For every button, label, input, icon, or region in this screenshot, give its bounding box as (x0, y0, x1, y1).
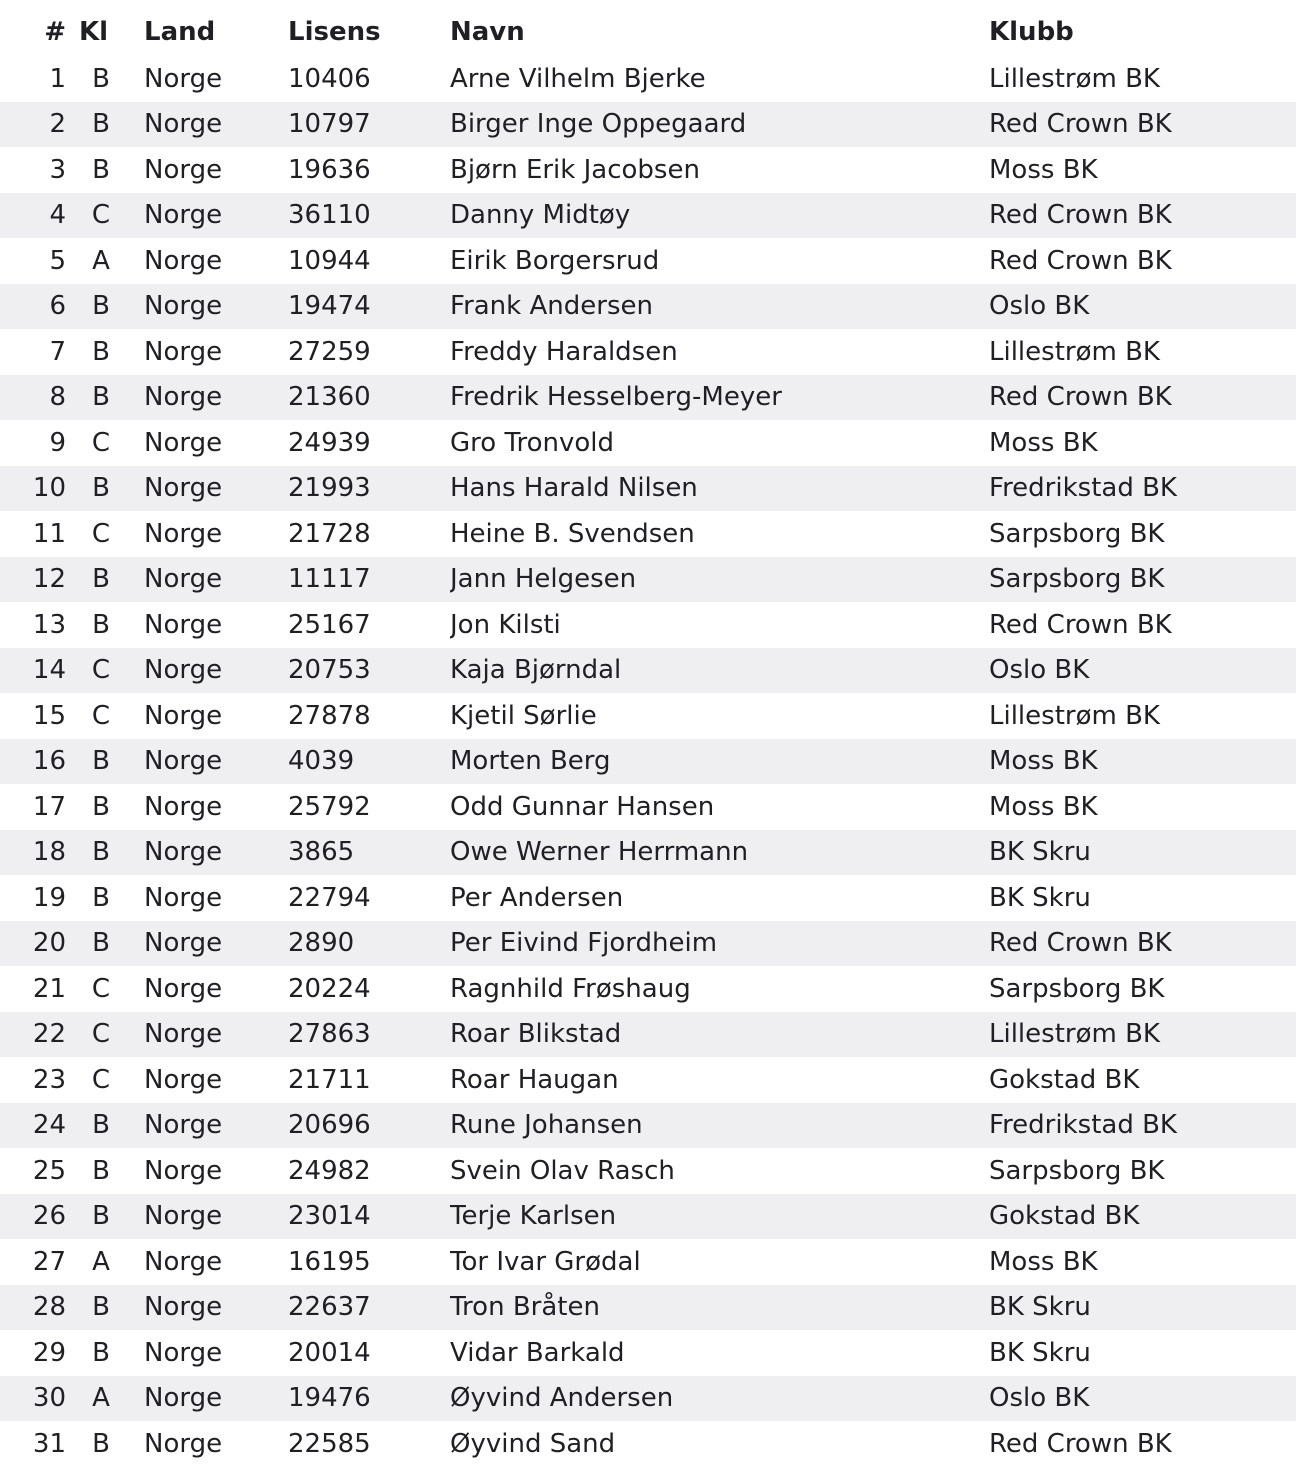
cell-kl: C (91, 200, 111, 231)
cell-kl: B (92, 1292, 110, 1323)
cell-kl: C (91, 655, 111, 686)
cell-klubb: Oslo BK (989, 291, 1090, 322)
cell-lisens: 21993 (288, 473, 371, 504)
cell-klubb: Red Crown BK (989, 609, 1172, 640)
cell-lisens: 3865 (288, 837, 355, 868)
cell-lisens: 20224 (288, 973, 371, 1004)
cell-kl: B (92, 609, 110, 640)
cell-lisens: 21360 (288, 382, 371, 413)
cell-land: Norge (144, 928, 223, 959)
header-row (0, 0, 1296, 56)
cell-num: 12 (32, 564, 66, 595)
cell-land: Norge (144, 1155, 223, 1186)
cell-navn: Danny Midtøy (450, 200, 631, 231)
table-row[interactable] (0, 56, 1296, 102)
cell-num: 15 (32, 700, 66, 731)
cell-lisens: 20696 (288, 1110, 371, 1141)
cell-navn: Øyvind Andersen (450, 1383, 674, 1414)
cell-klubb: Sarpsborg BK (989, 564, 1165, 595)
cell-kl: B (92, 564, 110, 595)
cell-klubb: Moss BK (989, 154, 1098, 185)
cell-klubb: Gokstad BK (989, 1064, 1140, 1095)
table-row[interactable] (0, 966, 1296, 1012)
header-kl[interactable]: Kl (79, 17, 109, 47)
cell-kl: B (92, 882, 110, 913)
cell-land: Norge (144, 154, 223, 185)
cell-klubb: Red Crown BK (989, 1428, 1172, 1459)
table-row[interactable] (0, 1103, 1296, 1149)
cell-land: Norge (144, 382, 223, 413)
cell-navn: Odd Gunnar Hansen (450, 791, 715, 822)
cell-navn: Rune Johansen (450, 1110, 643, 1141)
cell-lisens: 19474 (288, 291, 371, 322)
cell-navn: Kjetil Sørlie (450, 700, 597, 731)
cell-lisens: 20753 (288, 655, 371, 686)
cell-land: Norge (144, 336, 223, 367)
cell-lisens: 27863 (288, 1019, 371, 1050)
cell-klubb: Red Crown BK (989, 245, 1172, 276)
cell-lisens: 22794 (288, 882, 371, 913)
cell-lisens: 27259 (288, 336, 371, 367)
cell-navn: Øyvind Sand (450, 1428, 616, 1459)
cell-num: 31 (32, 1428, 66, 1459)
cell-navn: Heine B. Svendsen (450, 518, 695, 549)
cell-land: Norge (144, 200, 223, 231)
cell-num: 13 (32, 609, 66, 640)
cell-num: 9 (49, 427, 66, 458)
cell-num: 30 (32, 1383, 66, 1414)
cell-klubb: Moss BK (989, 427, 1098, 458)
cell-navn: Freddy Haraldsen (450, 336, 678, 367)
table-row[interactable] (0, 284, 1296, 330)
cell-navn: Morten Berg (450, 746, 611, 777)
cell-navn: Tron Bråten (450, 1292, 600, 1323)
table-row[interactable] (0, 375, 1296, 421)
cell-lisens: 19476 (288, 1383, 371, 1414)
cell-navn: Jon Kilsti (450, 609, 561, 640)
cell-kl: B (92, 154, 110, 185)
table-body (0, 56, 1296, 1467)
cell-num: 29 (32, 1337, 66, 1368)
cell-land: Norge (144, 291, 223, 322)
cell-navn: Tor Ivar Grødal (450, 1246, 641, 1277)
cell-lisens: 36110 (288, 200, 371, 231)
cell-navn: Hans Harald Nilsen (450, 473, 698, 504)
cell-klubb: Red Crown BK (989, 200, 1172, 231)
table-row[interactable] (0, 1148, 1296, 1194)
cell-lisens: 25792 (288, 791, 371, 822)
cell-num: 21 (32, 973, 66, 1004)
cell-num: 19 (32, 882, 66, 913)
cell-klubb: Red Crown BK (989, 382, 1172, 413)
cell-navn: Roar Haugan (450, 1064, 619, 1095)
cell-land: Norge (144, 837, 223, 868)
cell-lisens: 24939 (288, 427, 371, 458)
cell-klubb: Lillestrøm BK (989, 63, 1160, 94)
cell-kl: B (92, 336, 110, 367)
cell-kl: C (91, 973, 111, 1004)
table-row[interactable] (0, 648, 1296, 694)
cell-land: Norge (144, 746, 223, 777)
cell-lisens: 25167 (288, 609, 371, 640)
cell-kl: B (92, 382, 110, 413)
cell-land: Norge (144, 1292, 223, 1323)
header-navn[interactable]: Navn (450, 17, 525, 47)
cell-num: 10 (32, 473, 66, 504)
cell-num: 1 (49, 63, 66, 94)
header-klubb[interactable]: Klubb (989, 17, 1074, 47)
cell-klubb: Sarpsborg BK (989, 518, 1165, 549)
table-row[interactable] (0, 102, 1296, 148)
cell-land: Norge (144, 791, 223, 822)
cell-lisens: 23014 (288, 1201, 371, 1232)
cell-klubb: Lillestrøm BK (989, 1019, 1160, 1050)
cell-navn: Gro Tronvold (450, 427, 615, 458)
cell-klubb: BK Skru (989, 1337, 1091, 1368)
cell-kl: B (92, 1110, 110, 1141)
cell-klubb: Oslo BK (989, 1383, 1090, 1414)
cell-land: Norge (144, 1246, 223, 1277)
cell-navn: Ragnhild Frøshaug (450, 973, 691, 1004)
cell-navn: Owe Werner Herrmann (450, 837, 749, 868)
cell-klubb: Sarpsborg BK (989, 1155, 1165, 1186)
cell-kl: B (92, 109, 110, 140)
cell-lisens: 19636 (288, 154, 371, 185)
cell-num: 6 (49, 291, 66, 322)
cell-klubb: Moss BK (989, 791, 1098, 822)
cell-klubb: BK Skru (989, 882, 1091, 913)
cell-klubb: Fredrikstad BK (989, 1110, 1177, 1141)
cell-klubb: Red Crown BK (989, 109, 1172, 140)
cell-kl: A (92, 1383, 110, 1414)
header-num[interactable]: # (44, 17, 66, 47)
cell-land: Norge (144, 518, 223, 549)
cell-num: 2 (49, 109, 66, 140)
cell-land: Norge (144, 609, 223, 640)
cell-navn: Bjørn Erik Jacobsen (450, 154, 700, 185)
cell-num: 4 (49, 200, 66, 231)
cell-num: 28 (32, 1292, 66, 1323)
table-row[interactable] (0, 329, 1296, 375)
cell-lisens: 22585 (288, 1428, 371, 1459)
cell-kl: B (92, 1201, 110, 1232)
cell-land: Norge (144, 882, 223, 913)
cell-navn: Fredrik Hesselberg-Meyer (450, 382, 782, 413)
table-row[interactable] (0, 511, 1296, 557)
cell-kl: B (92, 791, 110, 822)
cell-num: 18 (32, 837, 66, 868)
cell-navn: Eirik Borgersrud (450, 245, 660, 276)
cell-lisens: 24982 (288, 1155, 371, 1186)
cell-klubb: BK Skru (989, 1292, 1091, 1323)
cell-land: Norge (144, 655, 223, 686)
table-row[interactable] (0, 1421, 1296, 1467)
cell-kl: B (92, 291, 110, 322)
table-row[interactable] (0, 147, 1296, 193)
cell-navn: Roar Blikstad (450, 1019, 622, 1050)
cell-lisens: 21728 (288, 518, 371, 549)
cell-navn: Birger Inge Oppegaard (450, 109, 747, 140)
table-row[interactable] (0, 739, 1296, 785)
header-land[interactable]: Land (144, 17, 216, 47)
cell-land: Norge (144, 1064, 223, 1095)
cell-klubb: Sarpsborg BK (989, 973, 1165, 1004)
table-row[interactable] (0, 1376, 1296, 1422)
table-row[interactable] (0, 875, 1296, 921)
cell-num: 23 (32, 1064, 66, 1095)
cell-klubb: BK Skru (989, 837, 1091, 868)
cell-num: 27 (32, 1246, 66, 1277)
table-row[interactable] (0, 602, 1296, 648)
cell-klubb: Moss BK (989, 746, 1098, 777)
cell-navn: Vidar Barkald (450, 1337, 625, 1368)
cell-kl: C (91, 518, 111, 549)
table-row[interactable] (0, 420, 1296, 466)
header-lisens[interactable]: Lisens (288, 17, 381, 47)
cell-num: 14 (32, 655, 66, 686)
cell-navn: Arne Vilhelm Bjerke (450, 63, 706, 94)
cell-land: Norge (144, 1019, 223, 1050)
cell-klubb: Oslo BK (989, 655, 1090, 686)
table-row[interactable] (0, 1194, 1296, 1240)
cell-land: Norge (144, 1383, 223, 1414)
cell-lisens: 11117 (288, 564, 371, 595)
cell-num: 5 (49, 245, 66, 276)
cell-land: Norge (144, 1337, 223, 1368)
cell-num: 26 (32, 1201, 66, 1232)
cell-klubb: Moss BK (989, 1246, 1098, 1277)
cell-kl: B (92, 63, 110, 94)
cell-num: 16 (32, 746, 66, 777)
cell-navn: Terje Karlsen (450, 1201, 617, 1232)
cell-num: 22 (32, 1019, 66, 1050)
table-row[interactable] (0, 193, 1296, 239)
cell-kl: B (92, 928, 110, 959)
cell-land: Norge (144, 1428, 223, 1459)
cell-kl: B (92, 473, 110, 504)
cell-kl: B (92, 1337, 110, 1368)
cell-land: Norge (144, 1110, 223, 1141)
cell-klubb: Lillestrøm BK (989, 700, 1160, 731)
table-row[interactable] (0, 921, 1296, 967)
cell-lisens: 4039 (288, 746, 355, 777)
cell-num: 8 (49, 382, 66, 413)
cell-kl: C (91, 1019, 111, 1050)
cell-lisens: 10797 (288, 109, 371, 140)
cell-navn: Svein Olav Rasch (450, 1155, 675, 1186)
table-row[interactable] (0, 1057, 1296, 1103)
cell-num: 3 (49, 154, 66, 185)
cell-navn: Frank Andersen (450, 291, 653, 322)
cell-kl: A (92, 245, 110, 276)
table-row[interactable] (0, 1239, 1296, 1285)
cell-land: Norge (144, 109, 223, 140)
cell-land: Norge (144, 63, 223, 94)
table-row[interactable] (0, 693, 1296, 739)
table-row[interactable] (0, 1330, 1296, 1376)
cell-lisens: 16195 (288, 1246, 371, 1277)
cell-kl: B (92, 746, 110, 777)
table-row[interactable] (0, 238, 1296, 284)
cell-land: Norge (144, 245, 223, 276)
cell-lisens: 2890 (288, 928, 355, 959)
cell-kl: C (91, 1064, 111, 1095)
cell-lisens: 10944 (288, 245, 371, 276)
table-row[interactable] (0, 830, 1296, 876)
cell-lisens: 20014 (288, 1337, 371, 1368)
cell-navn: Jann Helgesen (450, 564, 637, 595)
cell-klubb: Gokstad BK (989, 1201, 1140, 1232)
cell-navn: Kaja Bjørndal (450, 655, 622, 686)
cell-navn: Per Eivind Fjordheim (450, 928, 718, 959)
cell-num: 17 (32, 791, 66, 822)
cell-kl: B (92, 1428, 110, 1459)
cell-kl: C (91, 700, 111, 731)
cell-land: Norge (144, 473, 223, 504)
cell-klubb: Fredrikstad BK (989, 473, 1177, 504)
cell-lisens: 21711 (288, 1064, 371, 1095)
table-row[interactable] (0, 1012, 1296, 1058)
cell-land: Norge (144, 564, 223, 595)
cell-num: 20 (32, 928, 66, 959)
cell-klubb: Red Crown BK (989, 928, 1172, 959)
cell-navn: Per Andersen (450, 882, 624, 913)
cell-num: 7 (49, 336, 66, 367)
cell-num: 24 (32, 1110, 66, 1141)
table-header (0, 0, 1296, 56)
cell-land: Norge (144, 427, 223, 458)
cell-kl: B (92, 837, 110, 868)
cell-kl: B (92, 1155, 110, 1186)
table-row[interactable] (0, 466, 1296, 512)
cell-kl: C (91, 427, 111, 458)
cell-klubb: Lillestrøm BK (989, 336, 1160, 367)
cell-lisens: 27878 (288, 700, 371, 731)
cell-num: 25 (32, 1155, 66, 1186)
cell-land: Norge (144, 700, 223, 731)
cell-land: Norge (144, 973, 223, 1004)
cell-kl: A (92, 1246, 110, 1277)
table-row[interactable] (0, 557, 1296, 603)
table-row[interactable] (0, 1285, 1296, 1331)
table-row[interactable] (0, 784, 1296, 830)
cell-land: Norge (144, 1201, 223, 1232)
cell-lisens: 22637 (288, 1292, 371, 1323)
cell-lisens: 10406 (288, 63, 371, 94)
cell-num: 11 (32, 518, 66, 549)
